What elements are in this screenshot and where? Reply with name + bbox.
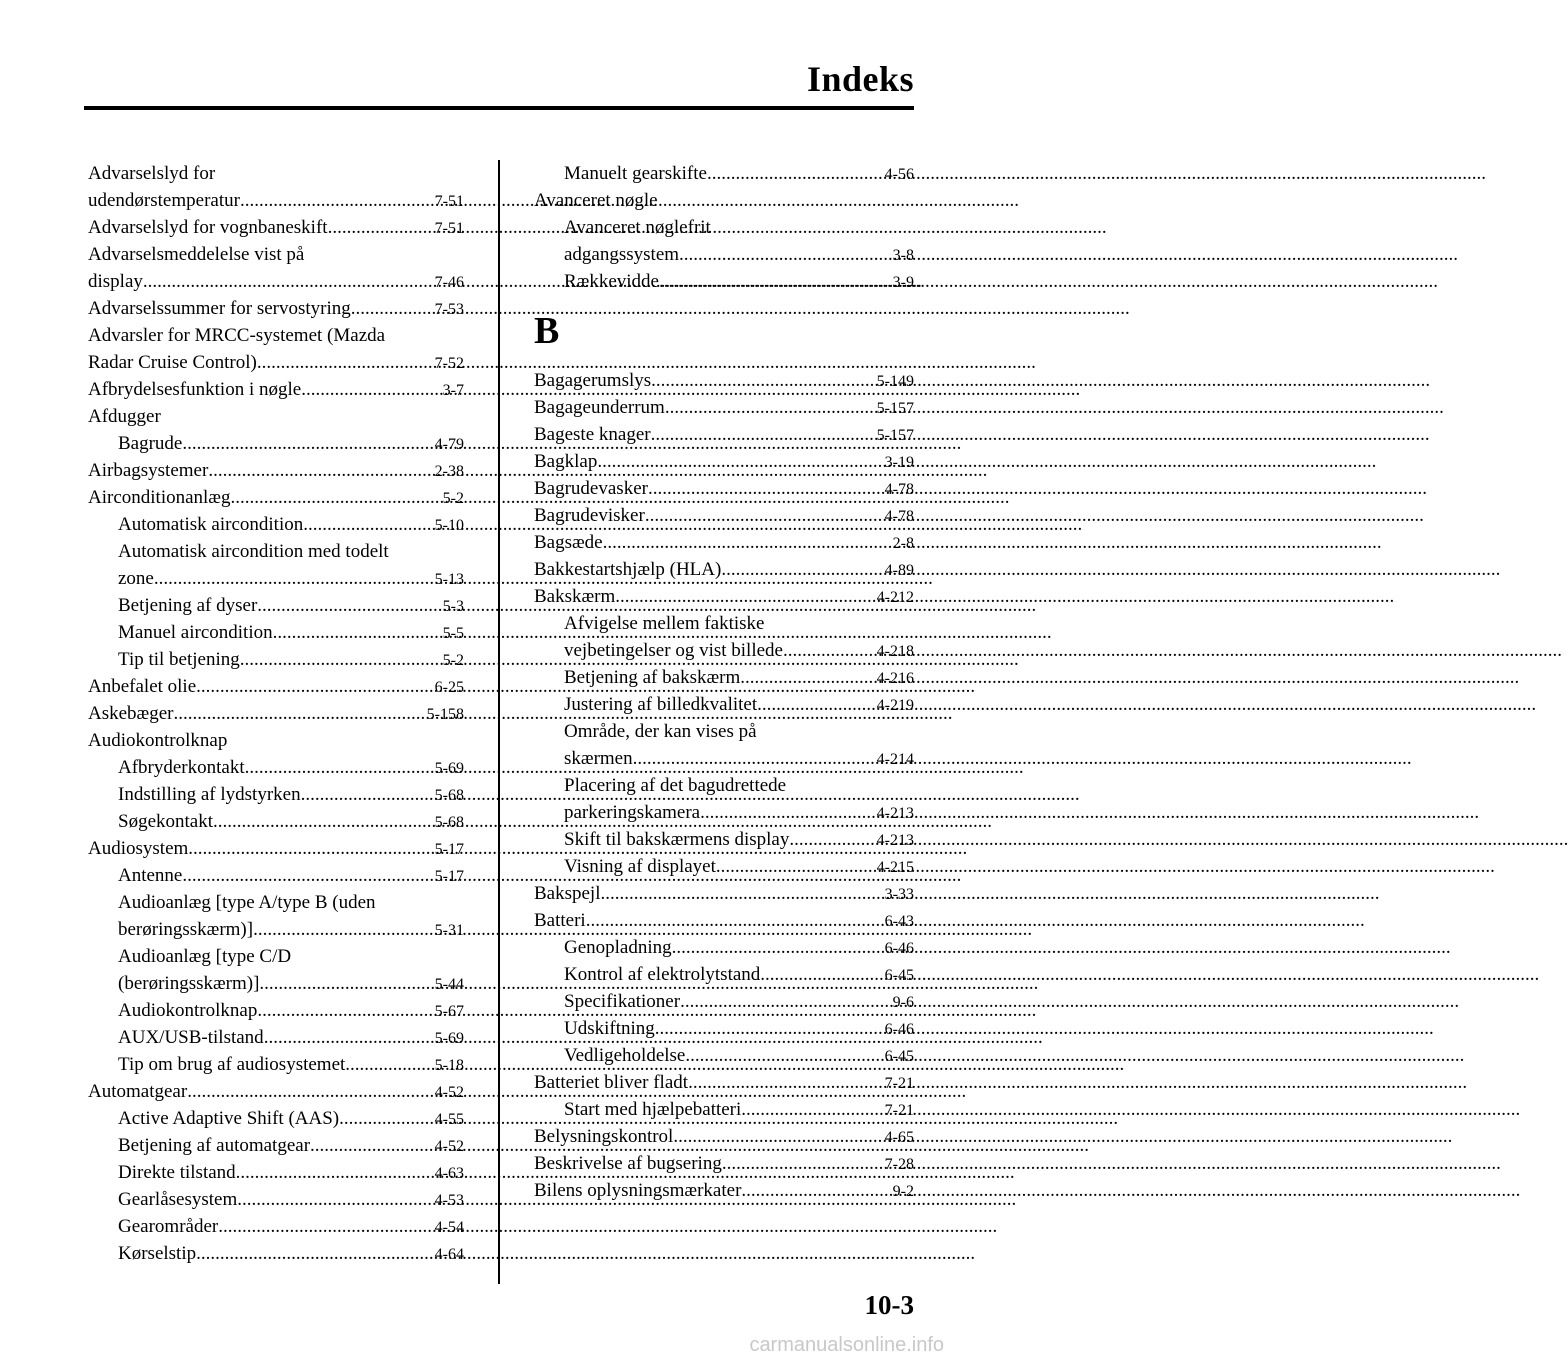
dot-leader: [273, 619, 443, 646]
index-subentry: [534, 772, 914, 799]
entry-page-ref: 5-69: [434, 1030, 464, 1047]
entry-text: Betjening af automatgear: [118, 1135, 311, 1156]
index-entry: [88, 214, 464, 241]
entry-page-ref: 9-2: [892, 1183, 914, 1200]
dot-leader: [188, 835, 434, 862]
index-entry: [88, 835, 464, 862]
index-entry: [88, 403, 464, 430]
dot-leader: [257, 997, 434, 1024]
entry-text: Audiokontrolknap: [118, 1000, 258, 1021]
dot-leader: [257, 349, 435, 376]
entry-text: Advarsler for MRCC-systemet (Mazda: [88, 325, 386, 346]
dot-leader: [673, 1123, 884, 1150]
entry-page-ref: 4-53: [434, 1192, 464, 1209]
index-subentry: [88, 970, 464, 997]
entry-text: Batteriet bliver fladt: [534, 1072, 689, 1093]
index-column-right: [534, 160, 914, 1204]
entry-page-ref: 7-52: [434, 355, 464, 372]
dot-leader: [721, 556, 884, 583]
dot-leader: [310, 1132, 435, 1159]
entry-text: AUX/USB-tilstand: [118, 1027, 264, 1048]
index-subentry: [88, 1105, 464, 1132]
entry-page-ref: 4-54: [434, 1219, 464, 1236]
dot-leader: [633, 745, 877, 772]
entry-text: Rækkevidde: [564, 271, 659, 292]
index-subentry: [88, 511, 464, 538]
entry-text: Bakkestartshjælp (HLA): [534, 559, 722, 580]
entry-text: Indstilling af lydstyrken: [118, 784, 301, 805]
index-entry: [88, 241, 464, 268]
entry-text: Antenne: [118, 865, 183, 886]
dot-leader: [143, 268, 435, 295]
index-entry: [534, 421, 914, 448]
index-subentry: [88, 646, 464, 673]
index-subentry: [534, 664, 914, 691]
dot-leader: [351, 295, 435, 322]
dot-leader: [648, 475, 885, 502]
dot-leader: [236, 1159, 435, 1186]
index-subentry: [88, 781, 464, 808]
index-entry: [534, 529, 914, 556]
index-entry: [534, 1150, 914, 1177]
dot-leader: [245, 754, 435, 781]
entry-text: Bageste knager: [534, 424, 651, 445]
dot-leader: [601, 880, 885, 907]
index-entry: [88, 160, 464, 187]
entry-page-ref: 5-157: [876, 400, 914, 417]
dot-leader: [213, 808, 435, 835]
dot-leader: [154, 565, 435, 592]
entry-page-ref: 6-43: [884, 913, 914, 930]
index-entry: [534, 556, 914, 583]
entry-page-ref: 5-2: [442, 490, 464, 507]
dot-leader: [741, 1177, 892, 1204]
dot-leader: [182, 862, 434, 889]
index-entry: [88, 457, 464, 484]
entry-text: Udskiftning: [564, 1018, 655, 1039]
index-subentry: [534, 241, 914, 268]
entry-text: Søgekontakt: [118, 811, 213, 832]
entry-text: Avanceret nøglefrit: [564, 217, 711, 238]
entry-text: Askebæger: [88, 703, 174, 724]
entry-text: Placering af det bagudrettede: [564, 775, 787, 796]
entry-text: Avanceret nøgle: [534, 190, 658, 211]
entry-text: Belysningskontrol: [534, 1126, 674, 1147]
dot-leader: [196, 673, 435, 700]
entry-text: Batteri: [534, 910, 586, 931]
index-subentry: [88, 619, 464, 646]
dot-leader: [237, 1186, 434, 1213]
page-number: 10-3: [864, 1290, 914, 1320]
entry-text: Kontrol af elektrolytstand: [564, 964, 761, 985]
entry-page-ref: 3-8: [892, 247, 914, 264]
entry-page-ref: 7-51: [434, 193, 464, 210]
entry-text: Gearområder: [118, 1216, 219, 1237]
index-entry: [88, 700, 464, 727]
entry-text: zone: [118, 568, 154, 589]
entry-page-ref: 5-68: [434, 787, 464, 804]
entry-page-ref: 7-53: [434, 301, 464, 318]
entry-text: Audiosystem: [88, 838, 189, 859]
index-subentry: [88, 943, 464, 970]
entry-page-ref: 7-21: [884, 1075, 914, 1092]
entry-text: Direkte tilstand: [118, 1162, 236, 1183]
entry-page-ref: 5-10: [434, 517, 464, 534]
index-subentry: [534, 988, 914, 1015]
index-subentry: [88, 538, 464, 565]
entry-text: Advarselslyd for: [88, 163, 216, 184]
entry-page-ref: 5-17: [434, 841, 464, 858]
entry-page-ref: 5-69: [434, 760, 464, 777]
dot-leader: [230, 484, 442, 511]
entry-page-ref: 4-78: [884, 508, 914, 525]
entry-page-ref: 5-157: [876, 427, 914, 444]
dot-leader: [700, 799, 877, 826]
index-subentry: [88, 808, 464, 835]
entry-page-ref: 7-28: [884, 1156, 914, 1173]
index-entry: [534, 1069, 914, 1096]
index-subentry: [88, 1213, 464, 1240]
index-subentry: [534, 1015, 914, 1042]
entry-text: parkeringskamera: [564, 802, 701, 823]
entry-page-ref: 5-17: [434, 868, 464, 885]
entry-text: Audioanlæg [type C/D: [118, 946, 292, 967]
index-subentry: [534, 1096, 914, 1123]
index-subentry: [534, 691, 914, 718]
index-entry: [534, 1123, 914, 1150]
entry-page-ref: 4-55: [434, 1111, 464, 1128]
entry-page-ref: 4-64: [434, 1246, 464, 1263]
index-entry: [534, 907, 914, 934]
entry-page-ref: 2-8: [892, 535, 914, 552]
dot-leader: [259, 970, 434, 997]
entry-page-ref: 5-18: [434, 1057, 464, 1074]
dot-leader: [659, 268, 893, 295]
entry-page-ref: 5-31: [434, 922, 464, 939]
entry-text: Automatisk aircondition: [118, 514, 304, 535]
entry-text: Automatgear: [88, 1081, 188, 1102]
index-column-left: [88, 160, 464, 1267]
entry-page-ref: 4-65: [884, 1129, 914, 1146]
entry-text: Bagrudevasker: [534, 478, 648, 499]
entry-page-ref: 4-78: [884, 481, 914, 498]
entry-text: Audioanlæg [type A/type B (uden: [118, 892, 376, 913]
entry-text: Anbefalet olie: [88, 676, 197, 697]
entry-page-ref: 4-215: [876, 859, 914, 876]
dot-leader: [651, 367, 877, 394]
index-subentry: [88, 592, 464, 619]
entry-text: Bagageunderrum: [534, 397, 665, 418]
dot-leader: [722, 1150, 885, 1177]
dot-leader: [760, 961, 884, 988]
dot-leader: [196, 1240, 435, 1267]
entry-page-ref: 5-13: [434, 571, 464, 588]
dot-leader: [240, 646, 443, 673]
index-subentry: [534, 853, 914, 880]
entry-page-ref: 6-46: [884, 940, 914, 957]
entry-page-ref: 5-5: [442, 625, 464, 642]
index-subentry: [88, 1159, 464, 1186]
entry-text: Bakspejl: [534, 883, 601, 904]
entry-text: Bakskærm: [534, 586, 616, 607]
entry-text: Radar Cruise Control): [88, 352, 257, 373]
entry-text: Tip til betjening: [118, 649, 240, 670]
index-subentry: [534, 826, 914, 853]
dot-leader: [651, 421, 877, 448]
watermark: carmanualsonline.info: [749, 1334, 944, 1356]
dot-leader: [665, 394, 877, 421]
entry-page-ref: 4-63: [434, 1165, 464, 1182]
entry-text: Afbrydelsesfunktion i nøgle: [88, 379, 302, 400]
entry-page-ref: 5-68: [434, 814, 464, 831]
dot-leader: [615, 583, 876, 610]
dot-leader: [679, 241, 893, 268]
index-entry: [88, 187, 464, 214]
index-subentry: [88, 1240, 464, 1267]
entry-page-ref: 2-38: [434, 463, 464, 480]
entry-page-ref: 5-67: [434, 1003, 464, 1020]
entry-text: berøringsskærm)]: [118, 919, 254, 940]
section-letter-heading: B: [534, 310, 560, 352]
entry-page-ref: 5-44: [434, 976, 464, 993]
index-entry: [534, 367, 914, 394]
index-subentry: [534, 961, 914, 988]
entry-text: Betjening af dyser: [118, 595, 258, 616]
entry-text: Bagagerumslys: [534, 370, 652, 391]
index-subentry: [534, 745, 914, 772]
entry-text: Manuelt gearskifte: [564, 163, 707, 184]
index-subentry: [534, 160, 914, 187]
index-entry: [88, 349, 464, 376]
entry-page-ref: 6-46: [884, 1021, 914, 1038]
index-subentry: [534, 1042, 914, 1069]
entry-text: Genopladning: [564, 937, 672, 958]
entry-text: Start med hjælpebatteri: [564, 1099, 742, 1120]
entry-text: udendørstemperatur: [88, 190, 240, 211]
index-entry: [88, 673, 464, 700]
page-title: Indeks: [806, 59, 914, 99]
index-entry: [534, 394, 914, 421]
index-subentry: [88, 754, 464, 781]
entry-page-ref: 4-52: [434, 1084, 464, 1101]
entry-page-ref: 3-7: [442, 382, 464, 399]
entry-text: Airbagsystemer: [88, 460, 209, 481]
dot-leader: [789, 826, 876, 853]
entry-page-ref: 5-2: [442, 652, 464, 669]
index-entry: [88, 295, 464, 322]
dot-leader: [597, 448, 884, 475]
entry-text: Afvigelse mellem faktiske: [564, 613, 765, 634]
index-subentry: [534, 799, 914, 826]
entry-page-ref: 6-45: [884, 967, 914, 984]
entry-text: Vedligeholdelse: [564, 1045, 686, 1066]
entry-page-ref: 3-19: [884, 454, 914, 471]
entry-text: Audiokontrolknap: [88, 730, 228, 751]
entry-page-ref: 3-33: [884, 886, 914, 903]
index-subentry: [88, 1051, 464, 1078]
entry-text: Område, der kan vises på: [564, 721, 757, 742]
title-rule: [84, 106, 914, 110]
entry-text: Visning af displayet: [564, 856, 716, 877]
entry-text: Beskrivelse af bugsering: [534, 1153, 722, 1174]
entry-page-ref: 5-158: [426, 706, 464, 723]
entry-page-ref: 4-218: [876, 643, 914, 660]
dot-leader: [688, 1069, 885, 1096]
dot-leader: [740, 664, 876, 691]
index-subentry: [88, 1132, 464, 1159]
dot-leader: [339, 1105, 435, 1132]
index-entry: [88, 322, 464, 349]
index-entry: [88, 727, 464, 754]
entry-text: Specifikationer: [564, 991, 681, 1012]
entry-text: display: [88, 271, 143, 292]
index-entry: [88, 268, 464, 295]
entry-text: Automatisk aircondition med todelt: [118, 541, 389, 562]
entry-page-ref: 6-45: [884, 1048, 914, 1065]
entry-text: vejbetingelser og vist billede: [564, 640, 783, 661]
dot-leader: [182, 430, 434, 457]
dot-leader: [586, 907, 885, 934]
dot-leader: [240, 187, 435, 214]
dot-leader: [218, 1213, 434, 1240]
entry-text: Active Adaptive Shift (AAS): [118, 1108, 340, 1129]
entry-text: adgangssystem: [564, 244, 680, 265]
index-entry: [534, 880, 914, 907]
dot-leader: [187, 1078, 434, 1105]
index-entry: [534, 583, 914, 610]
index-subentry: [534, 214, 914, 241]
index-subentry: [534, 718, 914, 745]
dot-leader: [264, 1024, 435, 1051]
dot-leader: [680, 988, 893, 1015]
entry-text: Tip om brug af audiosystemet: [118, 1054, 346, 1075]
index-subentry: [88, 1186, 464, 1213]
dot-leader: [783, 637, 877, 664]
entry-text: Kørselstip: [118, 1243, 197, 1264]
entry-page-ref: 4-212: [876, 589, 914, 606]
entry-page-ref: 4-214: [876, 751, 914, 768]
entry-page-ref: 5-3: [442, 598, 464, 615]
index-entry: [88, 376, 464, 403]
entry-text: Bagsæde: [534, 532, 603, 553]
entry-text: Airconditionanlæg: [88, 487, 231, 508]
dot-leader: [757, 691, 877, 718]
dot-leader: [685, 1042, 884, 1069]
entry-page-ref: 9-6: [892, 994, 914, 1011]
entry-page-ref: 3-9: [892, 274, 914, 291]
entry-text: Advarselslyd for vognbaneskift: [88, 217, 328, 238]
dot-leader: [603, 529, 893, 556]
entry-text: (berøringsskærm)]: [118, 973, 260, 994]
entry-page-ref: 4-56: [884, 166, 914, 183]
dot-leader: [672, 934, 885, 961]
entry-text: Advarselssummer for servostyring: [88, 298, 351, 319]
index-entry: [88, 484, 464, 511]
entry-page-ref: 5-149: [876, 373, 914, 390]
index-subentry: [88, 997, 464, 1024]
entry-text: Betjening af bakskærm: [564, 667, 741, 688]
dot-leader: [303, 511, 434, 538]
entry-page-ref: 4-213: [876, 832, 914, 849]
index-subentry: [88, 862, 464, 889]
entry-text: Afbryderkontakt: [118, 757, 245, 778]
entry-page-ref: 4-213: [876, 805, 914, 822]
index-subentry: [88, 430, 464, 457]
index-subentry: [534, 268, 914, 295]
index-subentry: [534, 934, 914, 961]
entry-text: Justering af billedkvalitet: [564, 694, 758, 715]
column-divider: [498, 160, 500, 1284]
entry-page-ref: 4-52: [434, 1138, 464, 1155]
entry-page-ref: 6-25: [434, 679, 464, 696]
dot-leader: [301, 781, 435, 808]
index-entry: [534, 502, 914, 529]
entry-page-ref: 4-79: [434, 436, 464, 453]
entry-text: skærmen: [564, 748, 633, 769]
index-subentry: [88, 916, 464, 943]
entry-page-ref: 7-46: [434, 274, 464, 291]
entry-text: Manuel aircondition: [118, 622, 273, 643]
entry-text: Afdugger: [88, 406, 161, 427]
dot-leader: [253, 916, 435, 943]
dot-leader: [208, 457, 434, 484]
entry-text: Skift til bakskærmens display: [564, 829, 790, 850]
index-subentry: [88, 565, 464, 592]
entry-text: Gearlåsesystem: [118, 1189, 238, 1210]
entry-text: Advarselsmeddelelse vist på: [88, 244, 305, 265]
dot-leader: [173, 700, 426, 727]
dot-leader: [655, 1015, 885, 1042]
index-entry: [534, 1177, 914, 1204]
index-entry: [534, 448, 914, 475]
dot-leader: [257, 592, 442, 619]
index-subentry: [88, 1024, 464, 1051]
entry-page-ref: 7-21: [884, 1102, 914, 1119]
entry-page-ref: 4-219: [876, 697, 914, 714]
entry-text: Bagrudevisker: [534, 505, 645, 526]
dot-leader: [301, 376, 442, 403]
entry-text: Bagrude: [118, 433, 183, 454]
dot-leader: [716, 853, 877, 880]
index-subentry: [88, 889, 464, 916]
index-entry: [534, 187, 914, 214]
entry-page-ref: 4-216: [876, 670, 914, 687]
dot-leader: [707, 160, 885, 187]
index-entry: [534, 475, 914, 502]
entry-page-ref: 7-51: [434, 220, 464, 237]
index-subentry: [534, 610, 914, 637]
entry-text: Bagklap: [534, 451, 598, 472]
dot-leader: [328, 214, 435, 241]
entry-page-ref: 4-89: [884, 562, 914, 579]
entry-text: Bilens oplysningsmærkater: [534, 1180, 742, 1201]
dot-leader: [741, 1096, 884, 1123]
dot-leader: [345, 1051, 434, 1078]
dot-leader: [645, 502, 885, 529]
index-entry: [88, 1078, 464, 1105]
index-subentry: [534, 637, 914, 664]
